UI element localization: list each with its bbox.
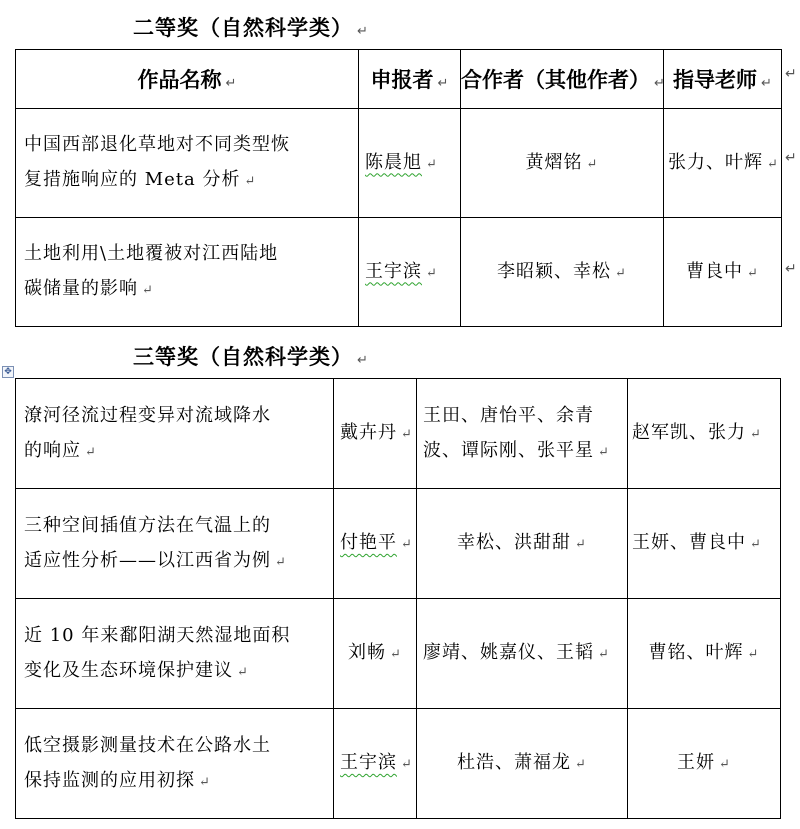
- paragraph-mark: ↵: [719, 757, 731, 772]
- second-prize-heading-text: 二等奖（自然科学类）: [133, 16, 353, 40]
- coauthors-names: 廖靖、姚嘉仪、王韬: [423, 642, 594, 663]
- paragraph-mark: ↵: [85, 444, 97, 460]
- paragraph-mark: ↵: [598, 444, 610, 460]
- header-title: 作品名称 ↵: [16, 50, 359, 109]
- paragraph-mark: ↵: [225, 76, 237, 91]
- work-title-cell: [16, 489, 334, 599]
- coauthors-cell: [417, 709, 628, 819]
- row-end-mark: ↵: [785, 150, 797, 166]
- paragraph-mark: ↵: [575, 757, 587, 772]
- work-title-line: 中国西部退化草地对不同类型恢: [24, 134, 290, 155]
- paragraph-mark: ↵: [750, 427, 762, 442]
- table-row: [16, 489, 781, 599]
- table-move-handle-icon[interactable]: ✥: [2, 366, 14, 378]
- third-prize-heading: [133, 341, 369, 371]
- paragraph-mark: ↵: [357, 24, 369, 39]
- applicant-name: 刘畅: [348, 642, 387, 663]
- paragraph-mark: ↵: [767, 156, 779, 172]
- header-advisor: 指导老师 ↵: [664, 50, 782, 109]
- table-row: [16, 109, 782, 218]
- work-title-line: 变化及生态环境保护建议: [24, 659, 233, 681]
- advisor-cell: [628, 489, 781, 599]
- coauthors-cell: [417, 489, 628, 599]
- table-row: [16, 709, 781, 819]
- header-applicant: 申报者 ↵: [359, 50, 461, 109]
- work-title-line: 潦河径流过程变异对流域降水: [24, 404, 271, 426]
- paragraph-mark: ↵: [426, 156, 438, 172]
- applicant-cell: [334, 709, 417, 819]
- third-prize-heading-text: 三等奖（自然科学类）: [133, 345, 353, 369]
- paragraph-mark: ↵: [244, 174, 257, 189]
- header-coauthors: 合作者（其他作者） ↵: [461, 50, 664, 109]
- coauthors-names: 李昭颖、幸松: [497, 260, 612, 282]
- second-prize-heading: [133, 12, 369, 42]
- work-title-cell: [16, 709, 334, 819]
- table-row: [16, 599, 781, 709]
- applicant-name: 王宇滨: [340, 752, 397, 773]
- paragraph-mark: ↵: [747, 265, 759, 281]
- paragraph-mark: ↵: [615, 265, 627, 281]
- advisor-names: 王妍: [677, 752, 716, 773]
- work-title-line: 保持监测的应用初探: [24, 769, 195, 791]
- applicant-name: 王宇滨: [365, 260, 422, 282]
- coauthors-names: 杜浩、萧福龙: [457, 752, 572, 773]
- applicant-cell: [334, 599, 417, 709]
- advisor-cell: [628, 379, 781, 489]
- third-prize-table: [15, 378, 781, 819]
- advisor-names: 王妍、曹良中: [632, 532, 746, 553]
- paragraph-mark: ↵: [237, 664, 249, 680]
- applicant-cell: [359, 218, 461, 327]
- work-title-line: 低空摄影测量技术在公路水土: [24, 734, 271, 756]
- work-title-line: 土地利用\土地覆被对江西陆地: [24, 243, 279, 264]
- applicant-name: 戴卉丹: [340, 422, 397, 443]
- paragraph-mark: ↵: [586, 156, 599, 172]
- applicant-name: 陈晨旭: [365, 151, 422, 173]
- coauthors-line: 王田、唐怡平、余青: [423, 404, 594, 426]
- table-row: [16, 379, 781, 489]
- advisor-names: 张力、叶辉: [668, 151, 763, 173]
- advisor-cell: [628, 709, 781, 819]
- work-title-line: 碳储量的影响: [24, 278, 138, 299]
- paragraph-mark: ↵: [390, 647, 402, 662]
- paragraph-mark: ↵: [357, 353, 369, 368]
- paragraph-mark: ↵: [142, 283, 154, 298]
- work-title-line: 适应性分析——以江西省为例: [24, 549, 271, 571]
- row-end-mark: ↵: [785, 66, 797, 82]
- work-title-cell: [16, 109, 359, 218]
- paragraph-mark: ↵: [199, 774, 211, 790]
- paragraph-mark: ↵: [654, 76, 665, 91]
- paragraph-mark: ↵: [401, 757, 413, 772]
- paragraph-mark: ↵: [747, 647, 760, 662]
- applicant-cell: [334, 379, 417, 489]
- paragraph-mark: ↵: [761, 76, 772, 91]
- second-prize-table: [15, 49, 782, 327]
- coauthors-cell: [417, 599, 628, 709]
- work-title-line: 复措施响应的 Meta 分析: [24, 169, 241, 190]
- work-title-cell: [16, 379, 334, 489]
- paragraph-mark: ↵: [437, 76, 449, 91]
- coauthors-names: 幸松、洪甜甜: [457, 532, 572, 553]
- advisor-names: 曹铭、叶辉: [648, 642, 744, 663]
- applicant-cell: [334, 489, 417, 599]
- coauthors-names: 黄熠铭: [525, 151, 583, 173]
- advisor-cell: [664, 218, 782, 327]
- paragraph-mark: ↵: [575, 537, 587, 552]
- coauthors-line: 波、谭际刚、张平星: [423, 439, 594, 461]
- advisor-cell: [664, 109, 782, 218]
- paragraph-mark: ↵: [750, 537, 762, 552]
- advisor-cell: [628, 599, 781, 709]
- table-header-row: [16, 50, 782, 109]
- coauthors-cell: [461, 218, 664, 327]
- table-row: [16, 218, 782, 327]
- work-title-line: 近 10 年来鄱阳湖天然湿地面积: [24, 624, 291, 646]
- work-title-line: 三种空间插值方法在气温上的: [24, 514, 271, 536]
- paragraph-mark: ↵: [401, 537, 413, 552]
- coauthors-cell: [461, 109, 664, 218]
- advisor-names: 曹良中: [686, 260, 744, 282]
- work-title-cell: [16, 599, 334, 709]
- row-end-mark: ↵: [785, 261, 797, 277]
- work-title-cell: [16, 218, 359, 327]
- paragraph-mark: ↵: [401, 427, 413, 442]
- paragraph-mark: ↵: [275, 554, 287, 570]
- advisor-names: 赵军凯、张力: [632, 422, 746, 443]
- coauthors-cell: [417, 379, 628, 489]
- work-title-line: 的响应: [24, 439, 81, 461]
- paragraph-mark: ↵: [426, 265, 438, 281]
- applicant-cell: [359, 109, 461, 218]
- paragraph-mark: ↵: [598, 647, 610, 662]
- applicant-name: 付艳平: [340, 532, 397, 553]
